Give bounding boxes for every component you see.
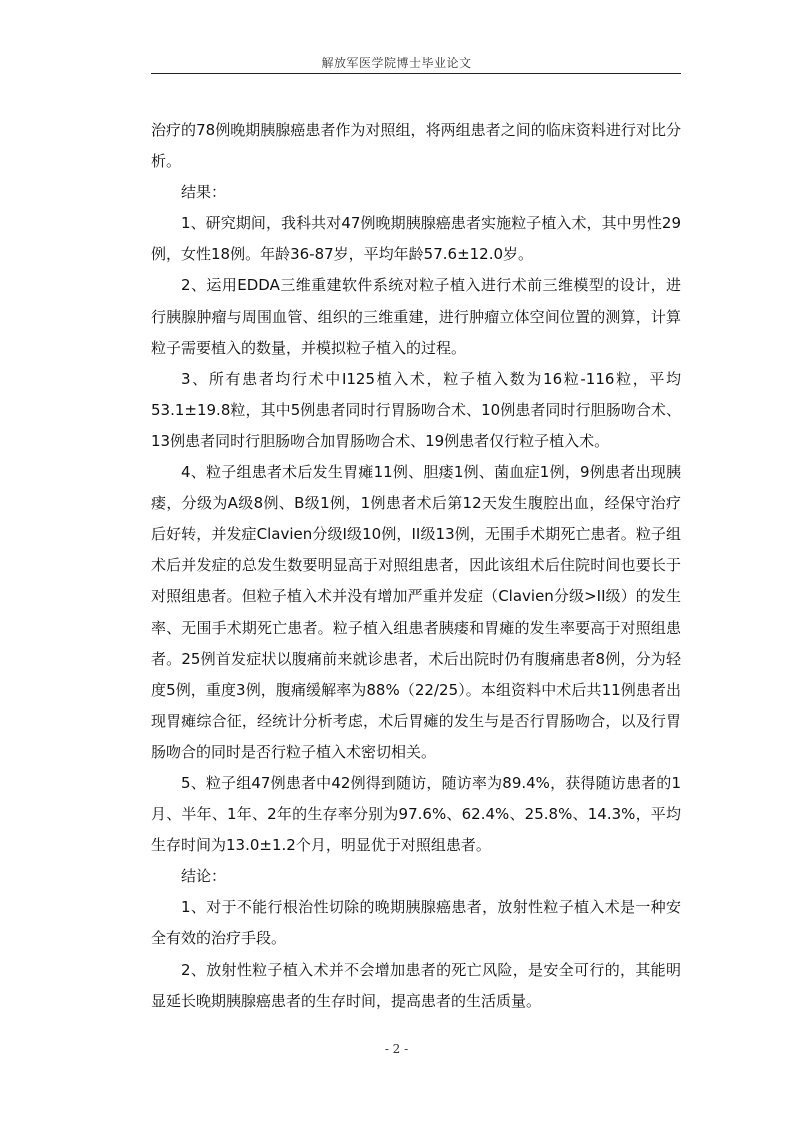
page-number: - 2 - <box>384 1042 409 1056</box>
result-item-2: 2、运用EDDA三维重建软件系统对粒子植入进行术前三维模型的设计，进行胰腺肿瘤与周围血管、组织的三维重建，进行肿瘤立体空间位置的测算，计算粒子需要植入的数量，并模拟粒子植入的过程。 <box>151 276 681 357</box>
paragraph-continuation: 治疗的78例晚期胰腺癌患者作为对照组，将两组患者之间的临床资料进行对比分析。 <box>151 121 681 171</box>
running-header-title: 解放军医学院博士毕业论文 <box>321 56 472 70</box>
conclusion-item-1: 1、对于不能行根治性切除的晚期胰腺癌患者，放射性粒子植入术是一种安全有效的治疗手段。 <box>151 898 681 948</box>
result-item-1: 1、研究期间，我科共对47例晚期胰腺癌患者实施粒子植入术，其中男性29例，女性18例。年龄36-87岁，平均年龄57.6±12.0岁。 <box>151 214 681 264</box>
conclusion-heading: 结论： <box>181 867 227 886</box>
body-text <box>151 115 681 1017</box>
header-divider <box>151 73 681 74</box>
results-heading: 结果： <box>181 183 227 202</box>
conclusion-item-2: 2、放射性粒子植入术并不会增加患者的死亡风险，是安全可行的，其能明显延长晚期胰腺癌患者的生存时间，提高患者的生活质量。 <box>151 960 681 1010</box>
result-item-5: 5、粒子组47例患者中42例得到随访，随访率为89.4%，获得随访患者的1月、半年、1年、2年的生存率分别为97.6%、62.4%、25.8%、14.3%，平均生存时间为13.0±1.2个月，明显优于对照组患者。 <box>151 773 681 855</box>
result-item-4: 4、粒子组患者术后发生胃瘫11例、胆瘘1例、菌血症1例，9例患者出现胰瘘，分级为A级8例、B级1例，1例患者术后第12天发生腹腔出血，经保守治疗后好转，并发症Clavien分级I级10例，II级13例，无围手术期死亡患者。粒子组术后并发症的总发生数要明显高于对照组患者，因此该组术后住院时间也要长于对照组患者。但粒子植入术并没有增加严重并发症（Clavien分级>II级）的发生率、无围手术期死亡患者。粒子植入组患者胰瘘和胃瘫的发生率要高于对照组患者。25例首发症状以腹痛前来就诊患者，术后出院时仍有腹痛患者8例，分为轻度5例，重度3例，腹痛缓解率为88%（22/25）。本组资料中术后共11例患者出现胃瘫综合征，经统计分析考虑，术后胃瘫的发生与是否行胃肠吻合，以及行胃肠吻合的同时是否行粒子植入术密切相关。 <box>151 463 681 761</box>
result-item-3: 3、所有患者均行术中I125植入术，粒子植入数为16粒-116粒，平均53.1±19.8粒，其中5例患者同时行胃肠吻合术、10例患者同时行胆肠吻合术、13例患者同时行胆肠吻合加胃肠吻合术、19例患者仅行粒子植入术。 <box>151 369 681 450</box>
